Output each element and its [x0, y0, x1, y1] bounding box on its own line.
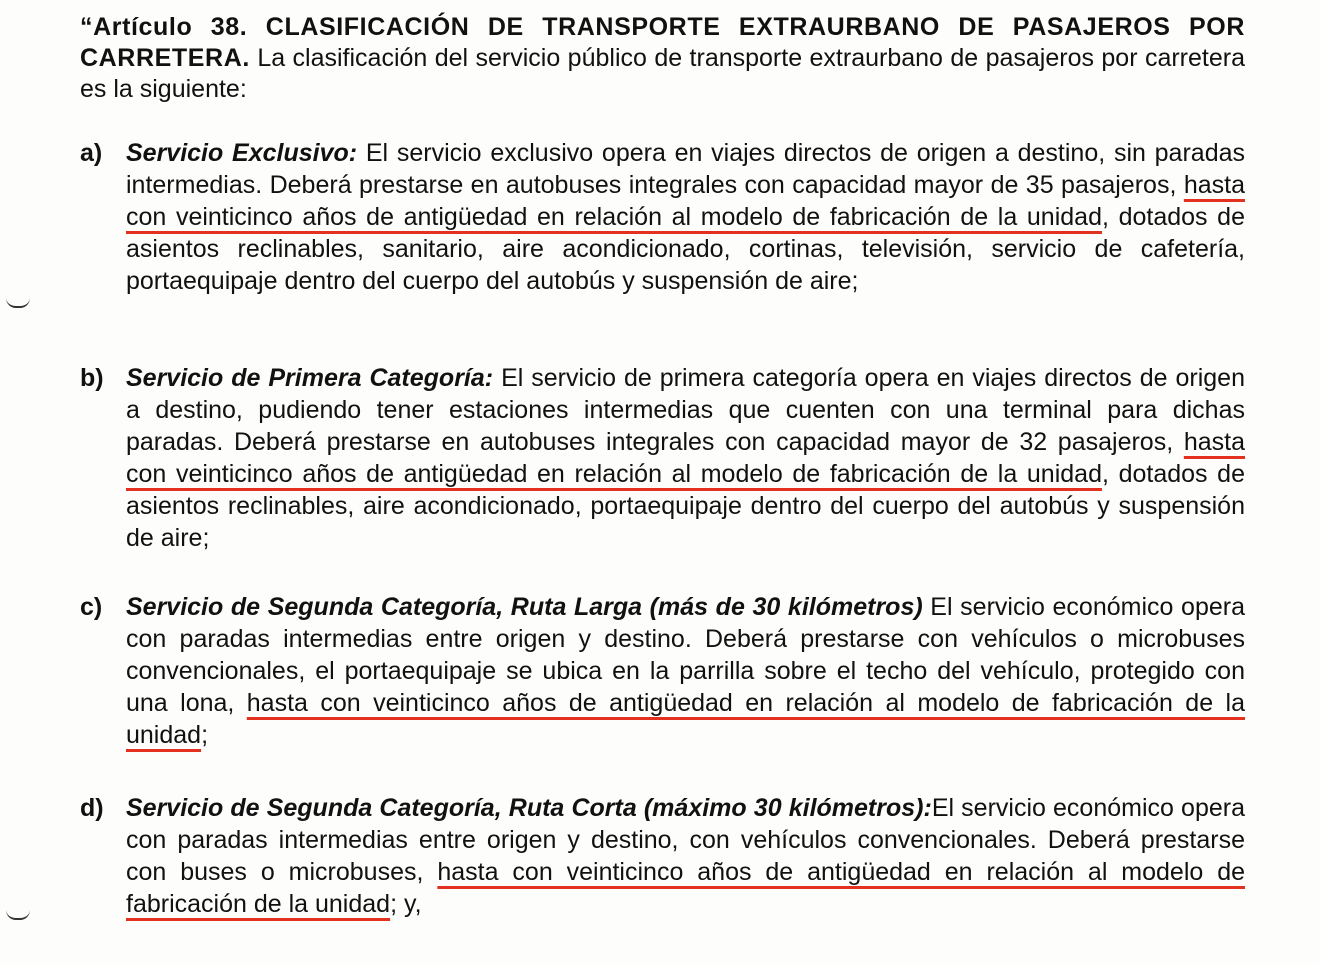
item-body [126, 591, 1245, 751]
item-text-before: El servicio exclusivo opera en viajes directos de origen a destino, sin paradas intermedias. Deberá prestarse en autobuses integrales con capacidad mayor de 35 pasajeros, [126, 139, 1245, 199]
item-text-after: , dotados de asientos reclinables, sanitario, aire acondicionado, cortinas, televisión, servicio de cafetería, portaequipaje dentro del cuerpo del autobús y suspensión de aire; [126, 203, 1245, 295]
item-body [126, 792, 1245, 920]
item-text-before: El servicio de primera categoría opera en viajes directos de origen a destino, pudiendo tener estaciones intermedias que cuenten con una terminal para dichas paradas. Deberá prestarse en autobuses integrales con capacidad mayor de 32 pasajeros, [126, 364, 1245, 456]
item-heading: Servicio de Segunda Categoría, Ruta Larga (más de 30 kilómetros) [126, 593, 923, 621]
item-letter: a) [80, 139, 103, 167]
item-heading: Servicio Exclusivo: [126, 139, 358, 167]
underlined-highlight: hasta con veinticinco años de antigüedad en relación al modelo de fabricación de la unidad [126, 689, 1245, 749]
item-text-before: El servicio económico opera con paradas intermedias entre origen y destino. Deberá prestarse con vehículos o microbuses convencionales, el portaequipaje se ubica en la parrilla sobre el techo del vehículo, protegido con una lona, [126, 593, 1245, 717]
item-letter: d) [80, 794, 104, 822]
margin-pen-mark [6, 910, 30, 920]
list-item-c [80, 591, 1245, 751]
item-text-after: ; [201, 721, 209, 749]
item-text-after: , dotados de asientos reclinables, aire acondicionado, portaequipaje dentro del cuerpo del autobús y suspensión de aire; [126, 460, 1245, 552]
list-item-b [80, 362, 1245, 554]
list-item-a [80, 137, 1245, 297]
item-text-after: ; y, [390, 890, 422, 918]
item-heading: Servicio de Segunda Categoría, Ruta Corta (máximo 30 kilómetros): [126, 794, 932, 822]
item-text-before: El servicio económico opera con paradas intermedias entre origen y destino, con vehículos convencionales. Deberá prestarse con buses o microbuses, [126, 794, 1245, 886]
article-intro: La clasificación del servicio público de transporte extraurbano de pasajeros por carretera es la siguiente: [80, 44, 1245, 103]
margin-pen-mark [6, 298, 30, 308]
underlined-highlight: hasta con veinticinco años de antigüedad en relación al modelo de fabricación de la unidad [126, 171, 1245, 231]
item-heading: Servicio de Primera Categoría: [126, 364, 494, 392]
article-header [80, 12, 1245, 105]
item-body [126, 137, 1245, 297]
article-title: “Artículo 38. CLASIFICACIÓN DE TRANSPORTE EXTRAURBANO DE PASAJEROS POR CARRETERA. [80, 13, 1245, 72]
underlined-highlight: hasta con veinticinco años de antigüedad en relación al modelo de fabricación de la unidad [126, 428, 1245, 488]
item-body [126, 362, 1245, 554]
list-item-d [80, 792, 1245, 920]
item-letter: c) [80, 593, 103, 621]
underlined-highlight: hasta con veinticinco años de antigüedad en relación al modelo de fabricación de la unidad [126, 858, 1245, 918]
item-letter: b) [80, 364, 104, 392]
